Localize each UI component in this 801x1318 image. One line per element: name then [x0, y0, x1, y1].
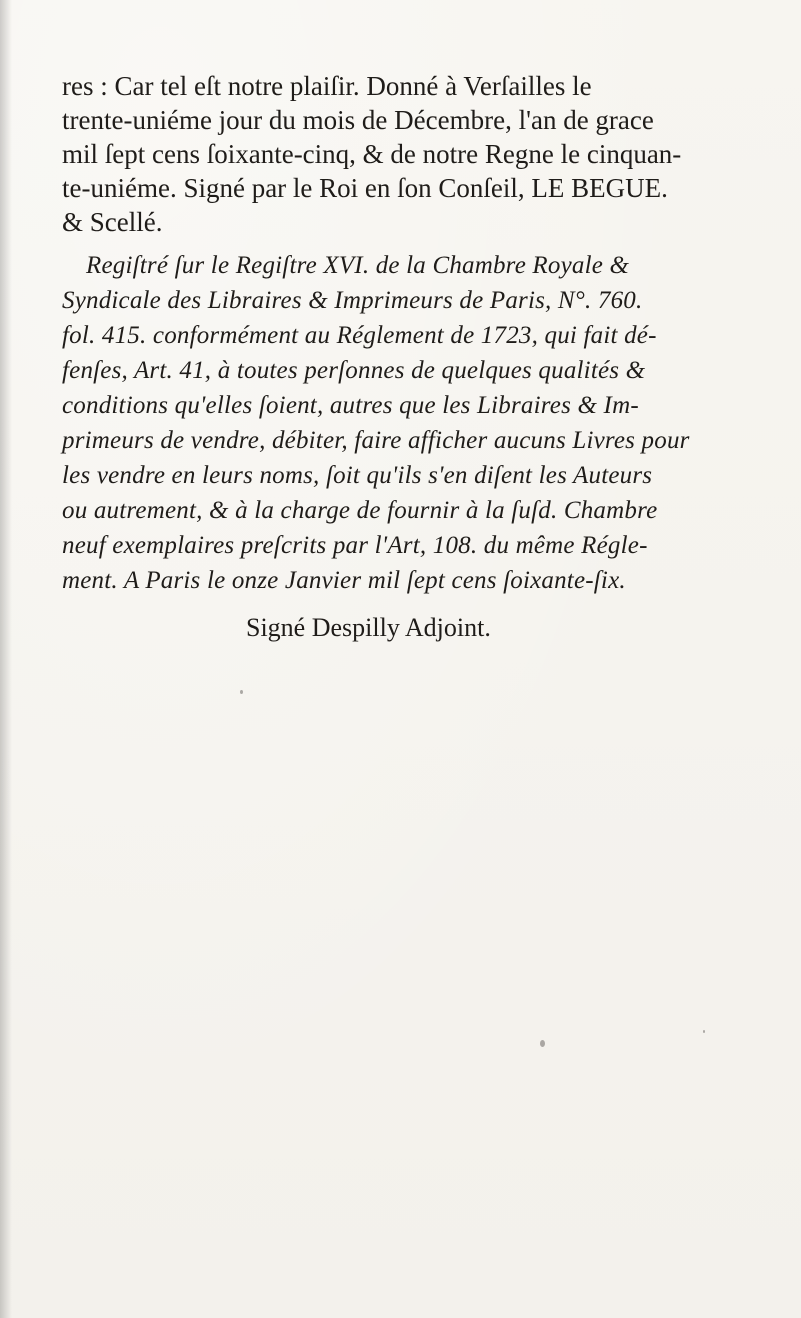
signature-line: Signé Despilly Adjoint. — [246, 613, 491, 642]
privilege-line-2: trente-uniéme jour du mois de Décembre, l'an de grace — [62, 105, 654, 135]
registration-line-10: ment. A Paris le onze Janvier mil ſept cens ſoixante-ſix. — [62, 567, 626, 594]
registration-line-5: conditions qu'elles ſoient, autres que les Libraires & Im- — [62, 392, 639, 419]
registration-line-9: neuf exemplaires preſcrits par l'Art, 108. du même Régle- — [62, 532, 648, 559]
privilege-line-1: res : Car tel eſt notre plaiſir. Donné à Verſailles le — [62, 71, 592, 101]
privilege-line-5: & Scellé. — [62, 207, 163, 237]
registration-line-4: fenſes, Art. 41, à toutes perſonnes de quelques qualités & — [62, 357, 646, 384]
registration-line-6: primeurs de vendre, débiter, faire afficher aucuns Livres pour — [62, 427, 690, 454]
paper-speck — [240, 690, 243, 694]
registration-line-1: Regiſtré ſur le Regiſtre XVI. de la Chambre Royale & — [86, 252, 630, 279]
privilege-line-4: te-uniéme. Signé par le Roi en ſon Conſeil, LE BEGUE. — [62, 173, 668, 203]
paper-speck — [540, 1040, 545, 1047]
registration-line-3: fol. 415. conformément au Réglement de 1723, qui fait dé- — [62, 322, 657, 349]
registration-line-2: Syndicale des Libraires & Imprimeurs de Paris, N°. 760. — [62, 287, 643, 314]
privilege-line-3: mil ſept cens ſoixante-cinq, & de notre Regne le cinquan- — [62, 139, 682, 169]
paper-speck — [703, 1030, 705, 1033]
registration-line-7: les vendre en leurs noms, ſoit qu'ils s'en diſent les Auteurs — [62, 462, 653, 489]
registration-line-8: ou autrement, & à la charge de fournir à la ſuſd. Chambre — [62, 497, 658, 524]
page-gutter-shadow — [0, 0, 12, 1318]
